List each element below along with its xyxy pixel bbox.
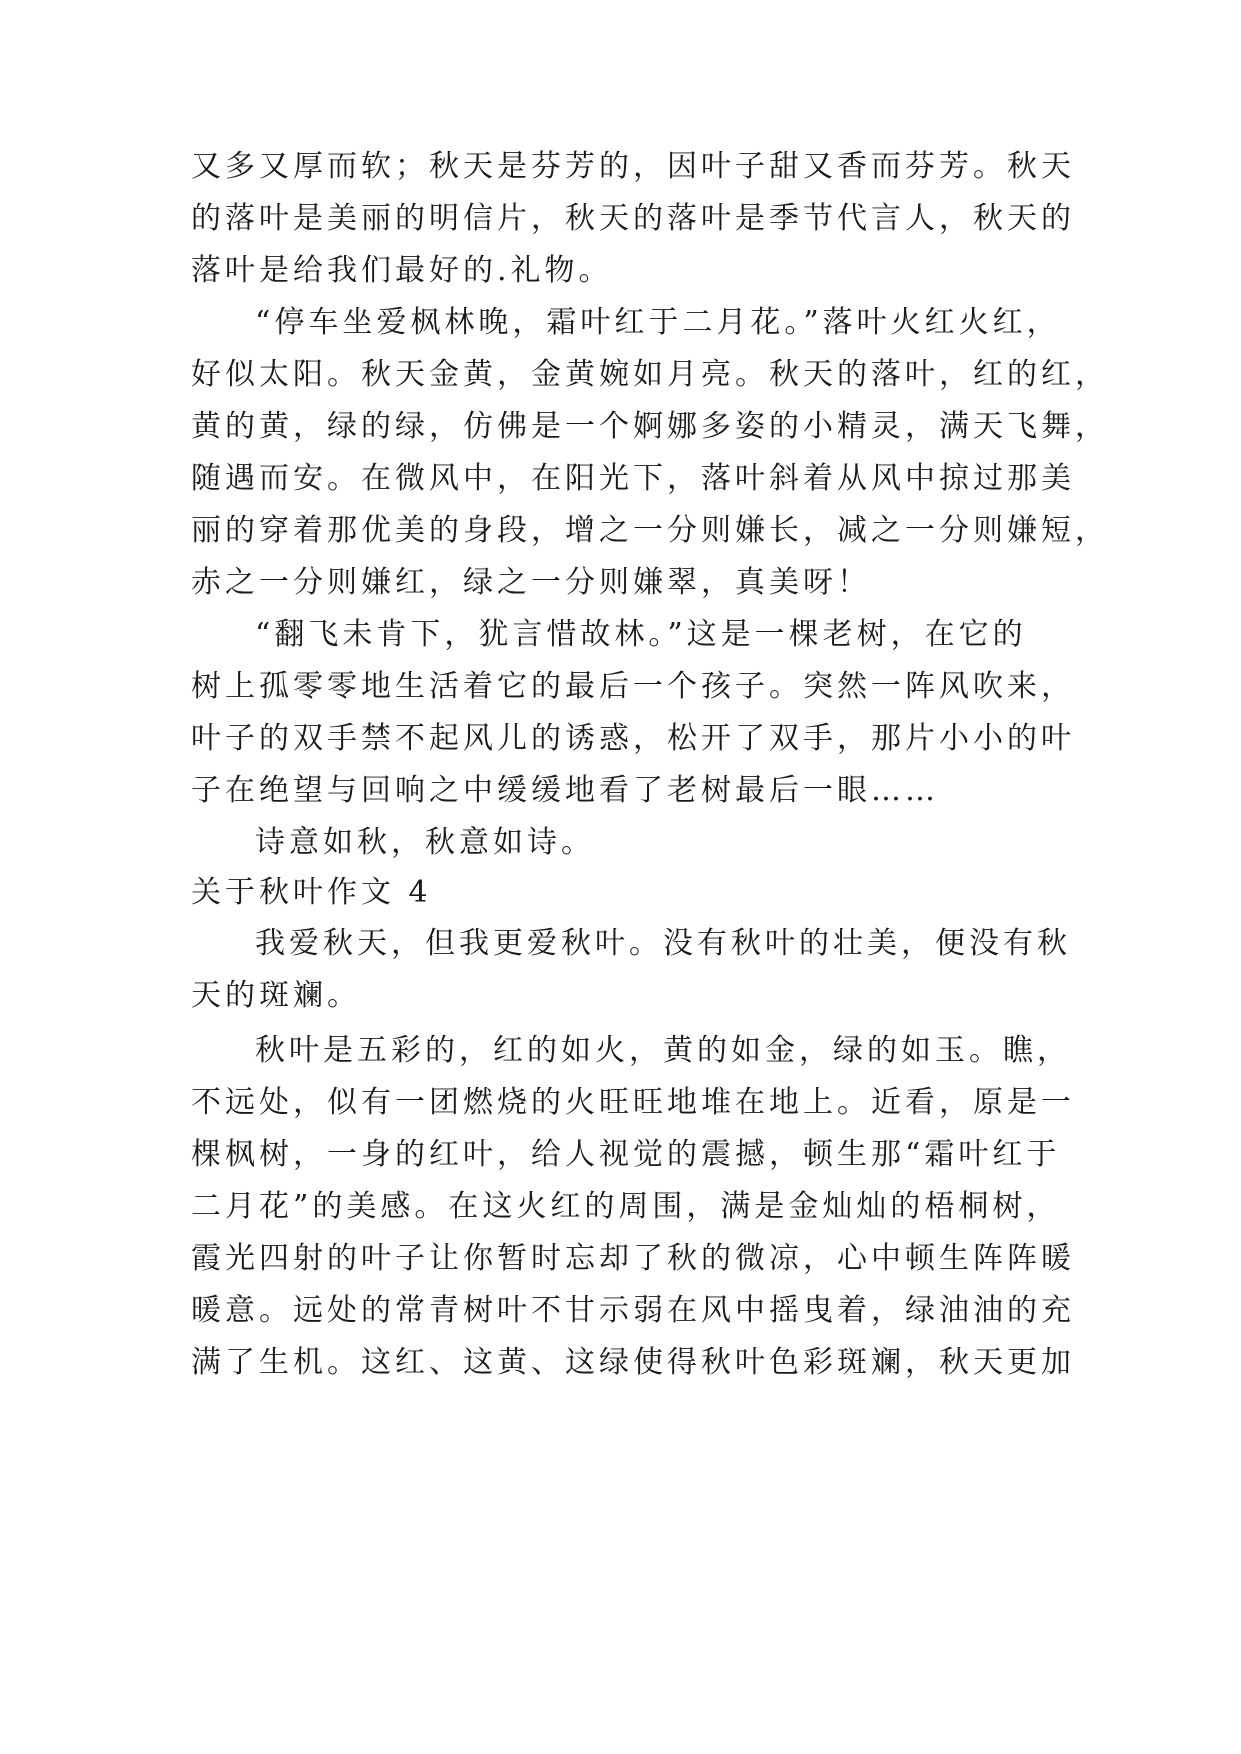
text-line: 树上孤零零地生活着它的最后一个孩子。突然一阵风吹来， — [191, 669, 1075, 704]
text-line: 好似太阳。秋天金黄，金黄婉如月亮。秋天的落叶，红的红， — [191, 357, 1109, 392]
section-heading: 关于秋叶作文 4 — [191, 875, 432, 910]
text-line: 秋叶是五彩的，红的如火，黄的如金，绿的如玉。瞧， — [255, 1033, 1071, 1068]
text-line: 暖意。远处的常青树叶不甘示弱在风中摇曳着，绿油油的充 — [191, 1293, 1075, 1328]
text-line: “翻飞未肯下，犹言惜故林。”这是一棵老树，在它的 — [255, 617, 1027, 652]
text-line: 我爱秋天，但我更爱秋叶。没有秋叶的壮美，便没有秋 — [255, 926, 1071, 961]
text-line: 诗意如秋，秋意如诗。 — [255, 825, 595, 860]
text-line: 黄的黄，绿的绿，仿佛是一个婀娜多姿的小精灵，满天飞舞， — [191, 409, 1109, 444]
text-line: 霞光四射的叶子让你暂时忘却了秋的微凉，心中顿生阵阵暖 — [191, 1241, 1075, 1276]
text-line: 不远处，似有一团燃烧的火旺旺地堆在地上。近看，原是一 — [191, 1085, 1075, 1120]
text-line: 随遇而安。在微风中，在阳光下，落叶斜着从风中掠过那美 — [191, 461, 1075, 496]
text-line: 二月花”的美感。在这火红的周围，满是金灿灿的梧桐树， — [191, 1189, 1061, 1224]
text-line: 丽的穿着那优美的身段，增之一分则嫌长，减之一分则嫌短， — [191, 513, 1109, 548]
text-line: “停车坐爱枫林晚，霜叶红于二月花。”落叶火红火红， — [255, 305, 1061, 340]
text-line: 赤之一分则嫌红，绿之一分则嫌翠，真美呀！ — [191, 565, 871, 600]
text-line: 子在绝望与回响之中缓缓地看了老树最后一眼…… — [191, 773, 939, 808]
text-line: 落叶是给我们最好的.礼物。 — [191, 253, 613, 288]
text-line: 又多又厚而软；秋天是芬芳的，因叶子甜又香而芬芳。秋天 — [191, 149, 1075, 184]
text-line: 叶子的双手禁不起风儿的诱惑，松开了双手，那片小小的叶 — [191, 721, 1075, 756]
text-line: 棵枫树，一身的红叶，给人视觉的震撼，顿生那“霜叶红于 — [191, 1137, 1061, 1172]
text-line: 的落叶是美丽的明信片，秋天的落叶是季节代言人，秋天的 — [191, 201, 1075, 236]
text-line: 满了生机。这红、这黄、这绿使得秋叶色彩斑斓，秋天更加 — [191, 1345, 1075, 1380]
text-line: 天的斑斓。 — [191, 978, 361, 1013]
